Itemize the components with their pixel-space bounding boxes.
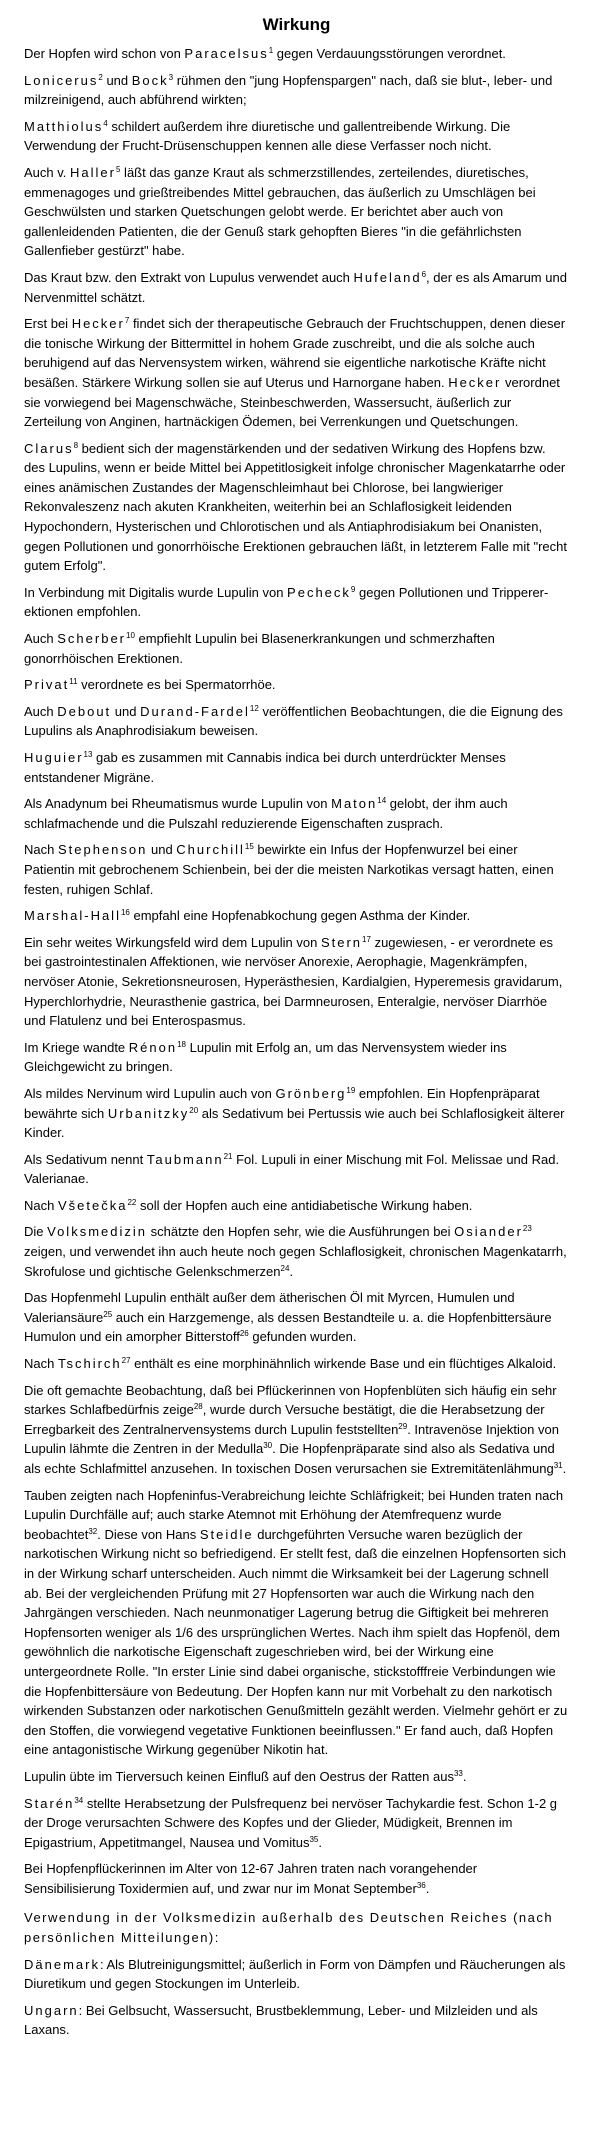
footnote-ref: 9 <box>350 584 356 594</box>
paragraph <box>24 1859 569 1898</box>
text-run: Im Kriege wandte <box>24 1039 129 1055</box>
country-name: Ungarn <box>24 2002 79 2018</box>
footnote-ref: 34 <box>74 1795 84 1805</box>
author-name: Huguier <box>24 750 84 765</box>
footnote-ref: 8 <box>73 440 79 450</box>
author-name: Hufeland <box>353 269 422 285</box>
footnote-ref: 3 <box>168 72 174 82</box>
author-name: Stern <box>320 934 363 950</box>
text-run: , der es als Amarum und Nervenmittel schätzt. <box>24 269 567 305</box>
paragraph <box>24 840 569 899</box>
author-name: Grönberg <box>275 1085 347 1101</box>
footnote-ref: 25 <box>103 1309 113 1319</box>
text-run: empfiehlt Lupulin bei Blasenerkrankungen und schmerzhaften gonorrhöischen Erektionen. <box>24 631 495 666</box>
author-name: Hecker <box>448 374 502 390</box>
author-name: Churchill <box>176 842 245 858</box>
footnote-ref: 12 <box>249 703 259 713</box>
text-run: Nach <box>24 842 58 858</box>
paragraph <box>24 71 569 110</box>
text-run: läßt das ganze Kraut als schmerzstillendes, zerteilendes, diuretisches, emmenagoges und grießtreibendes Mittel gebrauchen, das äußerlich zu Umschlägen bei Geschwülsten und starken Quetschungen gelobt werde. Er berichtet aber auch von gallenleidenden Patienten, die der Genuß stark gehopften Bieres "in die gefährlichsten Gallenfieber gestürzt" habe. <box>24 164 536 259</box>
footnote-ref: 30 <box>263 1441 273 1451</box>
footnote-ref: 24 <box>280 1263 290 1273</box>
text-run: veröffentlichen Beobachtungen, die die Eignung des Lupulins als Anaphrodisiakum beweisen. <box>24 703 563 739</box>
text-run: Lupulin mit Erfolg an, um das Nervensystem wieder ins Gleichgewicht zu bringen. <box>24 1039 507 1075</box>
text-run: Nach <box>24 1197 58 1213</box>
text-run: Ein sehr weites Wirkungsfeld wird dem Lupulin von <box>24 934 321 950</box>
footnote-ref: 18 <box>177 1039 186 1049</box>
text-run: zugewiesen, - er verordnete es bei gastrointestinalen Affektionen, wie nervöser Anorexie, Aerophagie, Magenkrämpfen, nervöser Atonie, Sekretionsneurosen, Hyperästhesien, Kardialgien, Hyperemesis gravidarum, Hyperchlorhydrie, Neurasthenie gastrica, bei Darmneurosen, Enteralgie, nervöser Diarrhöe und Flatulenz und bei Enterospasmus. <box>24 934 563 1029</box>
paragraph <box>24 675 569 695</box>
footnote-ref: 10 <box>126 631 135 641</box>
footnote-ref: 2 <box>98 72 103 82</box>
author-name: Všetečka <box>57 1197 128 1213</box>
paragraph <box>24 163 569 261</box>
folk-item-denmark <box>24 1955 569 1994</box>
paragraph <box>24 1486 569 1760</box>
text-run: zeigen, und verwendet ihn auch heute noch gegen Schlaflosigkeit, chronischen Magenkatarrh, Skrofulose und gichtische Gelenkschmerzen <box>24 1244 567 1279</box>
author-name: Rénon <box>128 1039 178 1055</box>
text-run: Die <box>24 1224 48 1240</box>
footnote-ref: 17 <box>362 934 371 944</box>
text-run: schätzte den Hopfen sehr, wie die Ausführungen bei <box>147 1224 455 1240</box>
footnote-ref: 29 <box>398 1421 408 1431</box>
footnote-ref: 22 <box>127 1197 137 1207</box>
paragraph <box>24 906 569 926</box>
paragraph <box>24 1794 569 1853</box>
footnote-ref: 1 <box>268 46 274 55</box>
paragraph <box>24 629 569 668</box>
author-name: Pecheck <box>287 584 351 600</box>
folk-item-text: : Bei Gelbsucht, Wassersucht, Brustbeklemmung, Leber- und Milzleiden und als Laxans. <box>24 2002 538 2038</box>
paragraph <box>24 314 569 432</box>
footnote-ref: 32 <box>88 1526 98 1536</box>
text-run: Fol. Lupuli in einer Mischung mit Fol. Melissae und Rad. Valerianae. <box>24 1151 560 1187</box>
text-run: Erst bei <box>24 316 72 332</box>
author-name: Steidle <box>199 1526 254 1542</box>
text-run: auch ein Harzgemenge, als dessen Bestandteile u. a. die Hopfenbittersäure Humulon und ein amorpher Bitterstoff <box>24 1309 552 1345</box>
paragraph <box>24 1288 569 1347</box>
text-run: enthält es eine morphinähnlich wirkende Base und ein flüchtiges Alkaloid. <box>130 1356 557 1372</box>
paragraph <box>24 44 569 64</box>
author-name: Privat <box>24 677 70 693</box>
folk-item-hungary <box>24 2001 569 2040</box>
footnote-ref: 14 <box>377 796 387 806</box>
text-run: durchgeführten Versuche waren bezüglich der narkotischen Wirkung nicht so befriedigend. Er stellt fest, daß die einzelnen Hopfensorten sich in der Wirkung scharf unterscheiden. Auch nimmt die Wirksamkeit bei der Lagerung schnell ab. Bei der vergleichenden Prüfung mit 27 Hopfensorten war auch die Wirkung nach den Jahrgängen verschieden. Nach neunmonatiger Lagerung betrug die Giftigkeit bei mehreren Hopfensorten weniger als 1/6 des ursprünglichen Wertes. Nach ihm spielt das Hopfenöl, dem gewöhnlich die narkotische Eigenschaft zugeschrieben wird, bei der Wirkung eine untergeordnete Rolle. "In erster Linie sind dabei organische, stickstofffreie Verbindungen wie die Hopfenbittersäure von Bedeutung. Der Hopfen kann nur mit Vorbehalt zu den narkotisch wirkenden Substanzen oder narkotischen Genußmitteln gezählt werden. Vielmehr gehört er zu den Stoffen, die vorwiegend vegetative Funktionen beeinflussen." Er fand auch, daß Hopfen eine antagonistische Wirkung gegenüber Nikotin hat. <box>24 1526 568 1758</box>
text-run: , wurde durch Versuche bestätigt, die die Herabsetzung der Erregbarkeit des Zentralnervensystems durch Lupulin feststellten <box>24 1402 545 1437</box>
text-run: empfahl eine Hopfenabkochung gegen Asthma der Kinder. <box>129 908 471 924</box>
folk-item-text: : Als Blutreinigungsmittel; äußerlich in Form von Dämpfen und Räucherungen als Diuretikum und gegen Stockungen im Unterleib. <box>24 1956 566 1992</box>
footnote-ref: 36 <box>416 1880 426 1890</box>
paragraph <box>24 794 569 833</box>
footnote-ref: 31 <box>553 1461 563 1470</box>
text-run: Die oft gemachte Beobachtung, daß bei Pflückerinnen von Hopfenblüten sich häufig ein sehr starkes Schlafbedürfnis zeige <box>24 1382 557 1418</box>
author-name: Osiander <box>454 1224 523 1240</box>
footnote-ref: 27 <box>121 1356 131 1366</box>
text-run: bedient sich der magenstärkenden und der sedativen Wirkung des Hopfens bzw. des Lupulins, wenn er beide Mittel bei Appetitlosigkeit infolge chronischer Magenkatarrhe oder eines anämischen Zustandes der Magenschleimhaut bei Chlorose, bei langwieriger Rekonvaleszenz nach akuten Krankheiten, weiterhin bei an Schlaflosigkeit leidenden Hypochondern, Hysterischen und Chlorotischen und als Antiaphrodisiakum bei Onanisten, gegen Pollutionen und gonorrhöische Erektionen gebrauchen läßt, in letzterem Falle mit "recht gutem Erfolg". <box>24 440 567 574</box>
footnote-ref: 7 <box>124 316 130 326</box>
text-run: stellte Herabsetzung der Pulsfrequenz bei nervöser Tachykardie fest. Schon 1-2 g der Droge verursachten Schwere des Kopfes und der Glieder, Müdigkeit, Brennen im Epigastrium, Appetitmangel, Nausea und Vomitus <box>24 1795 558 1850</box>
paragraph <box>24 268 569 307</box>
text-run: Der Hopfen wird schon von <box>24 46 185 61</box>
text-run: und <box>102 72 132 88</box>
page-title: Wirkung <box>262 15 331 34</box>
footnote-ref: 13 <box>83 750 93 759</box>
author-name: Tschirch <box>57 1356 122 1372</box>
text-run: Tauben zeigten nach Hopfeninfus-Verabreichung leichte Schläfrigkeit; bei Hunden traten nach Lupulin Durchfälle auf; auch starke Atemnot mit Erhöhung der Atemfrequenz wurde beobachtet <box>24 1487 564 1542</box>
text-run: In Verbindung mit Digitalis wurde Lupulin von <box>24 584 288 600</box>
author-name: Bock <box>131 72 169 88</box>
paragraph <box>24 1084 569 1143</box>
author-name: Clarus <box>24 440 74 456</box>
text-run: gab es zusammen mit Cannabis indica bei durch unterdrückter Menses entstandener Migräne. <box>24 750 506 785</box>
text-run: gegen Pollutionen und Trippererektionen empfohlen. <box>24 584 549 620</box>
footnote-ref: 35 <box>309 1834 319 1844</box>
text-run: gelobt, der ihm auch schlafmachende und die Pulszahl reduzierende Eigenschaften zusprach. <box>24 796 508 831</box>
text-run: Lupulin übte im Tierversuch keinen Einfluß auf den Oestrus der Ratten aus <box>24 1768 454 1784</box>
text-run: soll der Hopfen auch eine antidiabetische Wirkung haben. <box>136 1197 473 1213</box>
text-run: Bei Hopfenpflückerinnen im Alter von 12-67 Jahren traten nach vorangehender Sensibilisierung Toxidermien auf, und zwar nur im Monat September <box>24 1861 478 1896</box>
text-run: verordnet sie vorwiegend bei Magenschwäche, Steinbeschwerden, Wassersucht, äußerlich zur Zerteilung von Anginen, hartnäckigen Ödemen, bei Verrenkungen und Quetschungen. <box>24 374 560 430</box>
author-name: Durand-Fardel <box>140 703 250 719</box>
footnote-ref: 6 <box>421 269 427 279</box>
author-name: Maton <box>331 796 378 812</box>
footnote-ref: 11 <box>69 677 78 687</box>
author-name: Volksmedizin <box>47 1224 147 1240</box>
author-name: Hecker <box>71 316 125 332</box>
footnote-ref: 5 <box>115 164 121 174</box>
text-run: . <box>462 1768 467 1784</box>
paragraph <box>24 1222 569 1281</box>
body-text <box>24 44 569 1898</box>
paragraph <box>24 702 569 741</box>
text-run: Als Sedativum nennt <box>24 1151 147 1167</box>
folk-medicine-heading: Verwendung in der Volksmedizin außerhalb des Deutschen Reiches (nach persönlichen Mitteilungen): <box>24 1910 554 1946</box>
text-run: bewirkte ein Infus der Hopfenwurzel bei einer Patientin mit gebrochenem Schienbein, bei der die meisten Narkotikas versagt hatten, einen festen, ruhigen Schlaf. <box>24 842 554 897</box>
footnote-ref: 4 <box>103 118 108 128</box>
text-run: Nach <box>24 1356 58 1372</box>
paragraph <box>24 1150 569 1189</box>
author-name: Stephenson <box>57 842 148 858</box>
text-run: schildert außerdem ihre diuretische und gallentreibende Wirkung. Die Verwendung der Frucht-Drüsenschuppen kennen alle diese Verfasser noch nicht. <box>24 118 511 154</box>
author-name: Starén <box>24 1795 75 1811</box>
text-run: . Intravenöse Injektion von Lupulin lähmte die Zentren in der Medulla <box>24 1421 559 1457</box>
text-run: Auch <box>24 703 58 719</box>
footnote-ref: 15 <box>244 842 254 852</box>
text-run: Das Hopfenmehl Lupulin enthält außer dem ätherischen Öl mit Myrcen, Humulen und Valeriansäure <box>24 1290 515 1325</box>
paragraph <box>24 1381 569 1479</box>
author-name: Urbanitzky <box>107 1105 190 1121</box>
text-run: rühmen den "jung Hopfenspargen" nach, daß sie blut-, leber- und milzreinigend, auch abführend wirkten; <box>24 72 553 108</box>
footnote-ref: 20 <box>189 1105 199 1115</box>
author-name: Lonicerus <box>24 72 99 88</box>
text-run: . <box>318 1834 322 1850</box>
footnote-ref: 16 <box>120 908 130 918</box>
paragraph <box>24 1038 569 1077</box>
footnote-ref: 26 <box>239 1329 249 1339</box>
text-run: empfohlen. Ein Hopfenpräparat bewährte sich <box>24 1085 540 1121</box>
text-run: verordnete es bei Spermatorrhöe. <box>77 677 276 693</box>
text-run: Auch v. <box>24 164 71 180</box>
footnote-ref: 19 <box>346 1085 356 1095</box>
paragraph <box>24 748 569 787</box>
text-run: findet sich der therapeutische Gebrauch der Fruchtschuppen, denen dieser die tonische Wirkung der Bittermittel in hohem Grade zuschreibt, und die als solche auch beruhigend auf das Nervensystem wirken, während sie eigentliche narkotische Kräfte nicht besäßen. Stärkere Wirkung sollen sie auf Uterus und Harnorgane haben. <box>24 316 566 390</box>
text-run: Als mildes Nervinum wird Lupulin auch von <box>24 1085 276 1101</box>
author-name: Marshal-Hall <box>24 908 121 924</box>
paragraph <box>24 1767 569 1787</box>
author-name: Haller <box>70 164 116 180</box>
text-run: . <box>562 1461 567 1476</box>
author-name: Taubmann <box>146 1151 224 1167</box>
text-run: . <box>289 1263 294 1279</box>
country-name: Dänemark <box>24 1956 100 1972</box>
footnote-ref: 33 <box>453 1768 463 1778</box>
author-name: Paracelsus <box>184 46 269 61</box>
text-run: Auch <box>24 631 58 647</box>
text-run: . Die Hopfenpräparate sind also als Sedativa und als echte Schlafmittel anzusehen. In toxischen Dosen verursachen sie Extremitätenlähmung <box>24 1441 555 1476</box>
footnote-ref: 21 <box>223 1151 233 1161</box>
author-name: Debout <box>57 703 112 719</box>
text-run: und <box>111 703 141 719</box>
author-name: Matthiolus <box>24 118 104 134</box>
paragraph <box>24 583 569 622</box>
text-run: gefunden wurden. <box>248 1329 357 1345</box>
paragraph <box>24 933 569 1031</box>
text-run: Das Kraut bzw. den Extrakt von Lupulus verwendet auch <box>24 269 354 285</box>
text-run: gegen Verdauungsstörungen verordnet. <box>273 46 506 61</box>
text-run: als Sedativum bei Pertussis wie auch bei Schlaflosigkeit älterer Kinder. <box>24 1105 565 1141</box>
text-run: Als Anadynum bei Rheumatismus wurde Lupulin von <box>24 796 332 812</box>
footnote-ref: 23 <box>522 1224 532 1234</box>
text-run: . <box>425 1880 430 1896</box>
paragraph <box>24 1354 569 1374</box>
author-name: Scherber <box>57 631 126 647</box>
paragraph <box>24 439 569 576</box>
text-run: . Diese von Hans <box>97 1526 200 1542</box>
paragraph <box>24 117 569 156</box>
footnote-ref: 28 <box>193 1402 203 1412</box>
paragraph <box>24 1196 569 1216</box>
text-run: und <box>147 842 177 858</box>
